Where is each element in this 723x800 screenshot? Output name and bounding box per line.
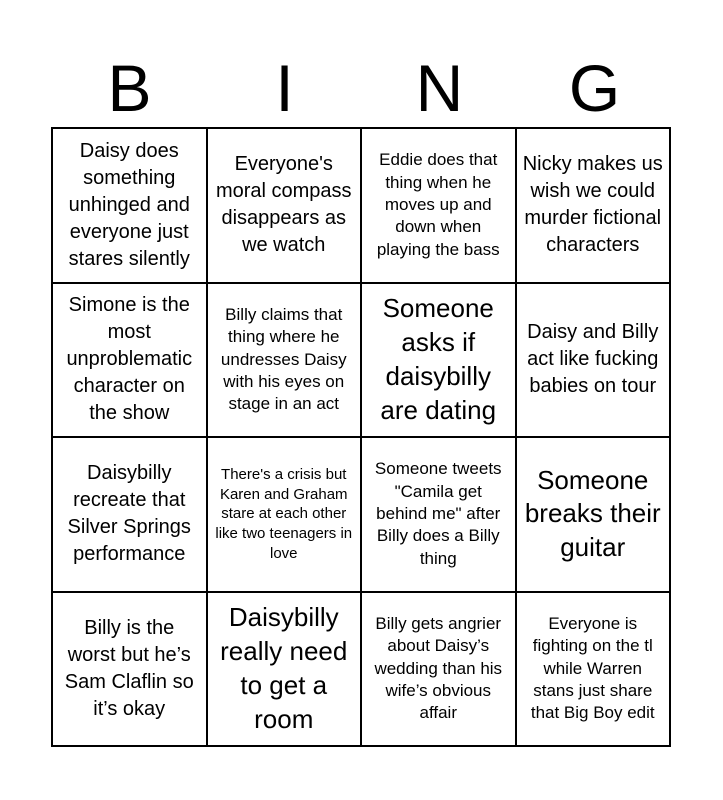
header-letter: B [107,51,152,125]
bingo-cell[interactable]: Someone tweets "Camila get behind me" after Billy does a Billy thing [361,437,516,592]
header-letter: I [275,51,294,125]
bingo-cell[interactable]: Someone asks if daisybilly are dating [361,283,516,438]
bingo-header [52,48,672,128]
header-letter: G [568,51,621,125]
bingo-cell[interactable]: There's a crisis but Karen and Graham stare at each other like two teenagers in love [207,437,362,592]
bingo-cell[interactable]: Daisy does something unhinged and everyone just stares silently [52,128,207,283]
bingo-cell[interactable]: Daisybilly recreate that Silver Springs performance [52,437,207,592]
bingo-cell[interactable]: Someone breaks their guitar [516,437,671,592]
bingo-cell[interactable]: Daisybilly really need to get a room [207,592,362,747]
bingo-cell[interactable]: Billy gets angrier about Daisy’s wedding than his wife’s obvious affair [361,592,516,747]
bingo-cell[interactable]: Eddie does that thing when he moves up and down when playing the bass [361,128,516,283]
bingo-cell[interactable]: Simone is the most unproblematic character on the show [52,283,207,438]
bingo-cell[interactable]: Everyone's moral compass disappears as we watch [207,128,362,283]
bingo-cell[interactable]: Daisy and Billy act like fucking babies on tour [516,283,671,438]
bingo-grid [51,127,671,747]
bingo-cell[interactable]: Billy claims that thing where he undresses Daisy with his eyes on stage in an act [207,283,362,438]
bingo-cell[interactable]: Nicky makes us wish we could murder fictional characters [516,128,671,283]
bingo-cell[interactable]: Billy is the worst but he’s Sam Claflin so it’s okay [52,592,207,747]
bingo-cell[interactable]: Everyone is fighting on the tl while Warren stans just share that Big Boy edit [516,592,671,747]
header-letter: N [415,51,464,125]
